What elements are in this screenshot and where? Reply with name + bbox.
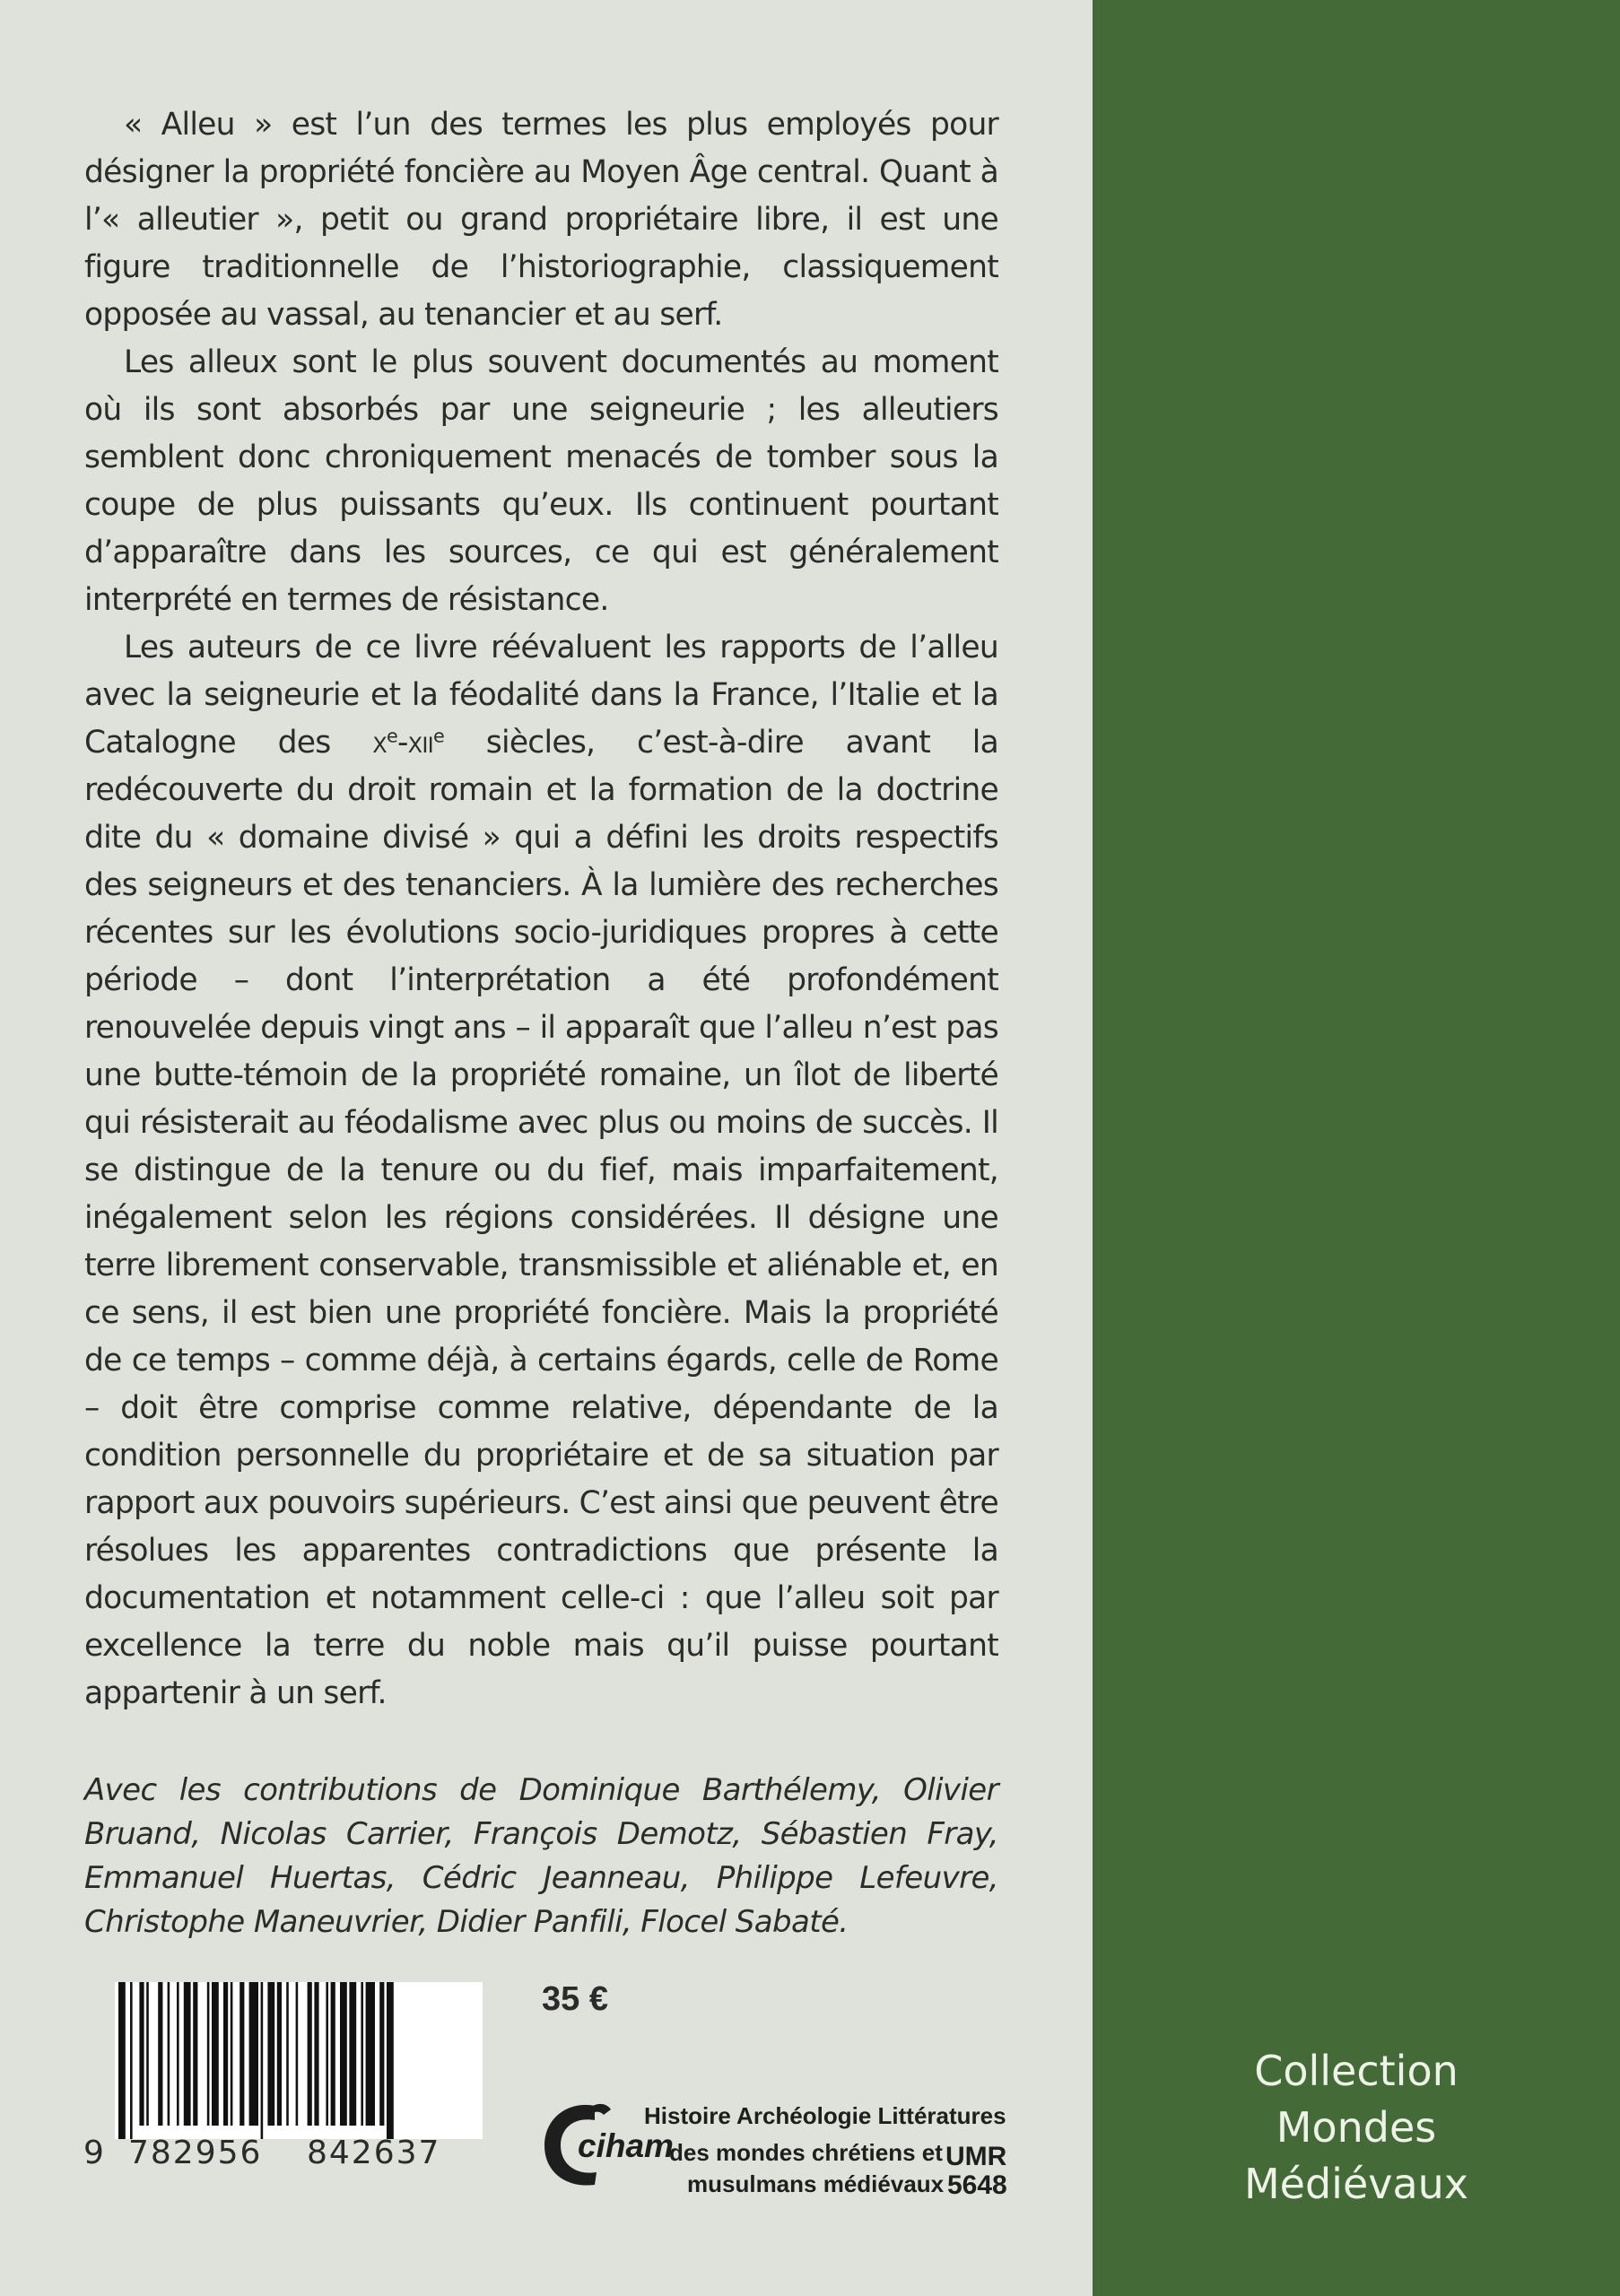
barcode-bar (240, 1982, 244, 2126)
barcode-bar (139, 1982, 144, 2126)
paragraph-2: Les alleux sont le plus souvent documentés au moment où ils sont absorbés par une seigneurie ; les alleutiers semblent donc chroniquement menacés de tomber sous la coupe de plus puissants qu’eux. Ils continuent pourtant d’apparaître dans les sources, ce qui est généralement interprété en termes de résistance. (84, 344, 998, 618)
publisher-line-2: des mondes chrétiens et (669, 2139, 943, 2166)
barcode-group-left: 782956 (128, 2135, 263, 2171)
barcode-bar (223, 1982, 228, 2126)
paragraph-3-end: siècles, c’est-à-dire avant la redécouverte du droit romain et la formation de la doctrine dite du « domaine divisé » qui a défini les droits respectifs des seigneurs et des tenanciers. À la lumière des recherches récentes sur les évolutions socio-juridiques propres à cette période – dont l’interprétation a été profondément renouvelée depuis vingt ans – il apparaît que l’alleu n’est pas une butte-témoin de la propriété romaine, un îlot de liberté qui résisterait au féodalisme avec plus ou moins de succès. Il se distingue de la tenure ou du fief, mais imparfaitement, inégalement selon les régions considérées. Il désigne une terre librement conservable, transmissible et aliénable et, en ce sens, il est bien une propriété foncière. Mais la propriété de ce temps – comme déjà, à certains égards, celle de Rome – doit être comprise comme relative, dépendante de la condition personnelle du propriétaire et de sa situation par rapport aux pouvoirs supérieurs. C’est ainsi que peuvent être résolues les apparentes contradictions que présente la documentation et notamment celle-ci : que l’alleu soit par excellence la terre du noble mais qu’il puisse pourtant appartenir à un serf. (84, 725, 999, 1711)
barcode-bar (267, 1982, 274, 2126)
barcode-bar (261, 1982, 264, 2139)
barcode-digit-first: 9 (83, 2135, 104, 2171)
barcode-bar (207, 1982, 210, 2126)
barcode-group-right: 842637 (307, 2135, 441, 2171)
barcode-bar (331, 1982, 335, 2126)
barcode-bar (296, 1982, 299, 2126)
collection-line-1: Collection (1254, 2047, 1459, 2095)
barcode-bar (212, 1982, 219, 2126)
green-side-panel (1093, 0, 1620, 2296)
umr-number: 5648 (947, 2170, 1007, 2200)
collection-title (1093, 2043, 1620, 2213)
publisher-line-3: musulmans médiévaux (687, 2170, 945, 2197)
barcode-bar (168, 1982, 170, 2126)
barcode-bar (158, 1982, 162, 2126)
century-end-suffix: e (433, 725, 444, 747)
ciham-logo-text: ciham (578, 2127, 674, 2164)
barcode-bar (249, 1982, 258, 2126)
barcode-bar (314, 1982, 318, 2126)
barcode-bar (361, 1982, 363, 2126)
barcode-bar (286, 1982, 289, 2126)
umr-label: UMR (945, 2142, 1007, 2171)
barcode-bar (277, 1982, 282, 2126)
barcode-bar (130, 1982, 133, 2139)
contributors: Avec les contributions de Dominique Barthélemy, Olivier Bruand, Nicolas Carrier, François Demotz, Sébastien Fray, Emmanuel Huertas, Cédric Jeanneau, Philippe Lefeuvre, Christophe Maneuvrier, Didier Panfili, Flocel Sabaté. (84, 1772, 998, 1940)
century-separator: - (396, 725, 408, 761)
barcode-bar (231, 1982, 233, 2126)
publisher-line-1: Histoire Archéologie Littératures (644, 2102, 1006, 2129)
blurb (84, 101, 998, 1718)
isbn-barcode (115, 1982, 483, 2139)
price: 35 € (542, 1980, 608, 2018)
barcode-bar (118, 1982, 126, 2139)
collection-line-2: Mondes (1276, 2103, 1437, 2152)
barcode-bar (366, 1982, 375, 2126)
barcode-bar (184, 1982, 191, 2126)
century-end: xii (407, 725, 433, 761)
barcode-bar (146, 1982, 149, 2126)
barcode-bar (193, 1982, 197, 2126)
paragraph-1: « Alleu » est l’un des termes les plus employés pour désigner la propriété foncière au Moyen Âge central. Quant à l’« alleutier », petit ou grand propriétaire libre, il est une figure traditionnelle de l’historiographie, classiquement opposée au vassal, au tenancier et au serf. (84, 107, 998, 333)
century-start: x (372, 725, 387, 761)
barcode-bar (340, 1982, 347, 2126)
barcode-bar (308, 1982, 312, 2126)
barcode-bar (349, 1982, 356, 2126)
barcode-bar (326, 1982, 328, 2126)
paragraph-3 (84, 624, 998, 1718)
collection-line-3: Médiévaux (1243, 2160, 1469, 2208)
barcode-bar (379, 1982, 384, 2126)
century-start-suffix: e (386, 725, 397, 747)
barcode-bar (177, 1982, 179, 2126)
barcode-bar (387, 1982, 394, 2139)
paragraph-3-start: Les auteurs de ce livre réévaluent les rapports de l’alleu avec la seigneurie et la féodalité dans la France, l’Italie et la Catalogne des (84, 630, 998, 761)
